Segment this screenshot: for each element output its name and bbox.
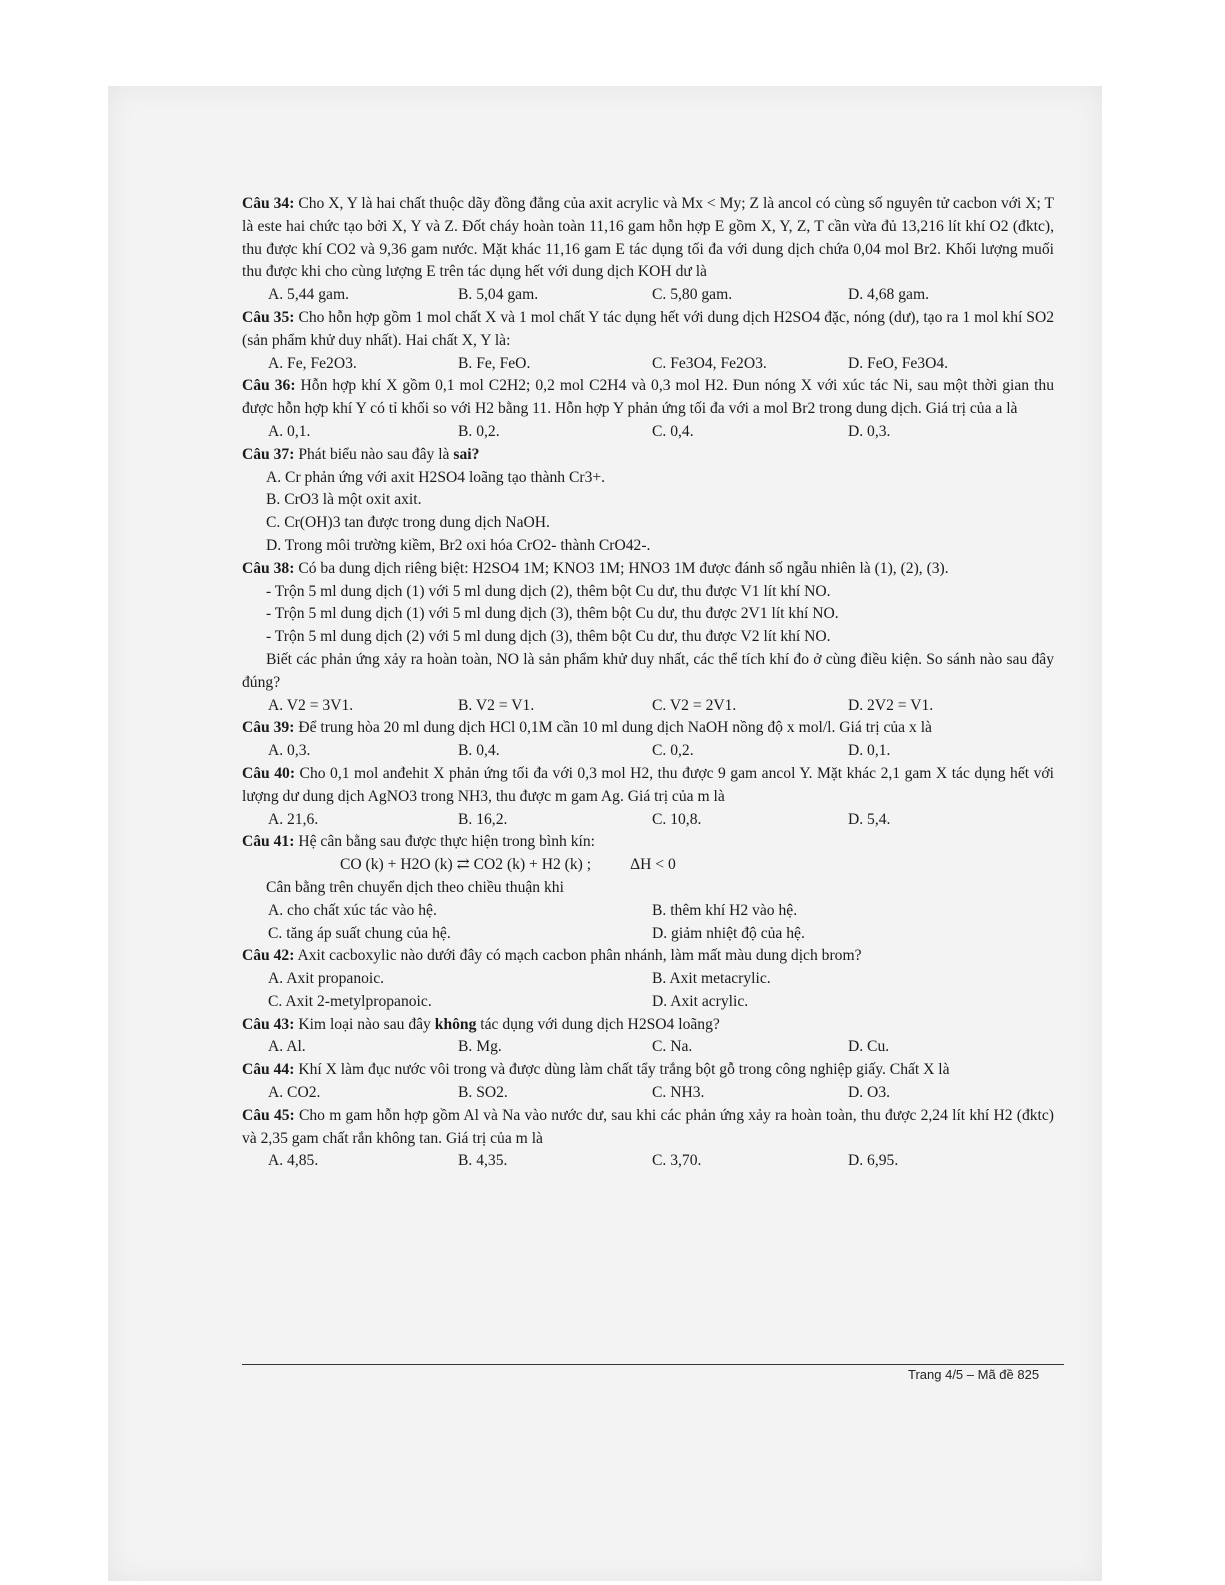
option-37-d: D. Trong môi trường kiềm, Br2 oxi hóa CrO2- thành CrO42-. (266, 536, 651, 554)
options-41-row2: C. tăng áp suất chung của hệ. D. giảm nhiệt độ của hệ. (268, 924, 805, 942)
question-36: Câu 36: Hỗn hợp khí X gồm 0,1 mol C2H2; 0,2 mol C2H4 và 0,3 mol H2. Đun nóng X với xúc tác Ni, sau một thời gian thu được hỗn hợp khí Y có tỉ khối so với H2 bằng 11. Hỗn hợp Y phản ứng tối đa với a mol Br2 trong dung dịch. Giá trị của a là (242, 377, 1055, 418)
question-37: Câu 37: Phát biểu nào sau đây là sai? (242, 445, 480, 463)
footer-divider (242, 1364, 1064, 1365)
option-37-b: B. CrO3 là một oxit axit. (266, 491, 422, 509)
page-footer: Trang 4/5 – Mã đề 825 (908, 1367, 1040, 1382)
question-40: Câu 40: Cho 0,1 mol anđehit X phản ứng tối đa với 0,3 mol H2, thu được 9 gam ancol Y. Mặt khác 2,1 gam X tác dụng hết với lượng dư dung dịch AgNO3 trong NH3, thu được m gam Ag. Giá trị của m là (242, 764, 1054, 805)
question-39: Câu 39: Để trung hòa 20 ml dung dịch HCl 0,1M cần 10 ml dung dịch NaOH nồng độ x mol/l. Giá trị của x là (242, 719, 932, 737)
step-38-3: - Trộn 5 ml dung dịch (2) với 5 ml dung dịch (3), thêm bột Cu dư, thu được V2 lít khí NO. (266, 628, 831, 646)
options-42-row2: C. Axit 2-metylpropanoic. D. Axit acrylic. (268, 992, 749, 1010)
exam-content (242, 193, 1054, 1173)
option-37-c: C. Cr(OH)3 tan được trong dung dịch NaOH. (266, 514, 550, 532)
options-39: A. 0,3. B. 0,4. C. 0,2. D. 0,1. (268, 742, 891, 760)
options-41-row1: A. cho chất xúc tác vào hệ. B. thêm khí H2 vào hệ. (268, 901, 798, 919)
question-44: Câu 44: Khí X làm đục nước vôi trong và được dùng làm chất tẩy trắng bột gỗ trong công nghiệp giấy. Chất X là (242, 1061, 950, 1079)
question-35: Câu 35: Cho hỗn hợp gồm 1 mol chất X và 1 mol chất Y tác dụng hết với dung dịch H2SO4 đặc, nóng (dư), tạo ra 1 mol khí SO2 (sản phẩm khử duy nhất). Hai chất X, Y là: (242, 308, 1055, 349)
step-38-2: - Trộn 5 ml dung dịch (1) với 5 ml dung dịch (3), thêm bột Cu dư, thu được 2V1 lít khí NO. (266, 605, 839, 623)
options-44: A. CO2. B. SO2. C. NH3. D. O3. (268, 1084, 891, 1102)
option-37-a: A. Cr phản ứng với axit H2SO4 loãng tạo thành Cr3+. (266, 468, 606, 486)
question-42: Câu 42: Axit cacboxylic nào dưới đây có mạch cacbon phân nhánh, làm mất màu dung dịch brom? (242, 947, 862, 965)
question-38: Câu 38: Có ba dung dịch riêng biệt: H2SO4 1M; KNO3 1M; HNO3 1M được đánh số ngẫu nhiên là (1), (2), (3). (242, 559, 949, 577)
question-41: Câu 41: Hệ cân bằng sau được thực hiện trong bình kín: (242, 833, 595, 851)
question-38-conclusion: Biết các phản ứng xảy ra hoàn toàn, NO là sản phẩm khử duy nhất, các thể tích khí đo ở cùng điều kiện. So sánh nào sau đây đúng? (242, 650, 1054, 691)
options-40: A. 21,6. B. 16,2. C. 10,8. D. 5,4. (268, 810, 891, 828)
step-38-1: - Trộn 5 ml dung dịch (1) với 5 ml dung dịch (2), thêm bột Cu dư, thu được V1 lít khí NO. (266, 582, 831, 600)
question-43: Câu 43: Kim loại nào sau đây không tác dụng với dung dịch H2SO4 loãng? (242, 1015, 720, 1033)
options-45: A. 4,85. B. 4,35. C. 3,70. D. 6,95. (268, 1152, 899, 1170)
question-34: Câu 34: Cho X, Y là hai chất thuộc dãy đồng đẳng của axit acrylic và Mx < My; Z là ancol có cùng số nguyên tử cacbon với X; T là este hai chức tạo bởi X, Y và Z. Đốt cháy hoàn toàn 11,16 gam hỗn hợp E gồm X, Y, Z, T cần vừa đủ 13,216 lít khí O2 (đktc), thu được khí CO2 và 9,36 gam nước. Mặt khác 11,16 gam E tác dụng tối đa với dung dịch chứa 0,04 mol Br2. Khối lượng muối thu được khi cho cùng lượng E trên tác dụng hết với dung dịch KOH dư là (242, 195, 1054, 281)
equilibrium-equation: CO (k) + H2O (k) ⇄ CO2 (k) + H2 (k) ; ΔH < 0 (340, 856, 676, 874)
options-42-row1: A. Axit propanoic. B. Axit metacrylic. (268, 970, 771, 988)
options-36: A. 0,1. B. 0,2. C. 0,4. D. 0,3. (268, 422, 891, 440)
question-45: Câu 45: Cho m gam hỗn hợp gồm Al và Na vào nước dư, sau khi các phản ứng xảy ra hoàn toàn, thu được 2,24 lít khí H2 (đktc) và 2,35 gam chất rắn không tan. Giá trị của m là (242, 1106, 1055, 1147)
options-38: A. V2 = 3V1. B. V2 = V1. C. V2 = 2V1. D. 2V2 = V1. (268, 696, 934, 714)
options-35: A. Fe, Fe2O3. B. Fe, FeO. C. Fe3O4, Fe2O3. D. FeO, Fe3O4. (268, 354, 949, 372)
options-43: A. Al. B. Mg. C. Na. D. Cu. (268, 1038, 890, 1056)
options-34: A. 5,44 gam. B. 5,04 gam. C. 5,80 gam. D. 4,68 gam. (268, 286, 929, 304)
question-41-prompt: Cân bằng trên chuyển dịch theo chiều thuận khi (266, 878, 564, 896)
